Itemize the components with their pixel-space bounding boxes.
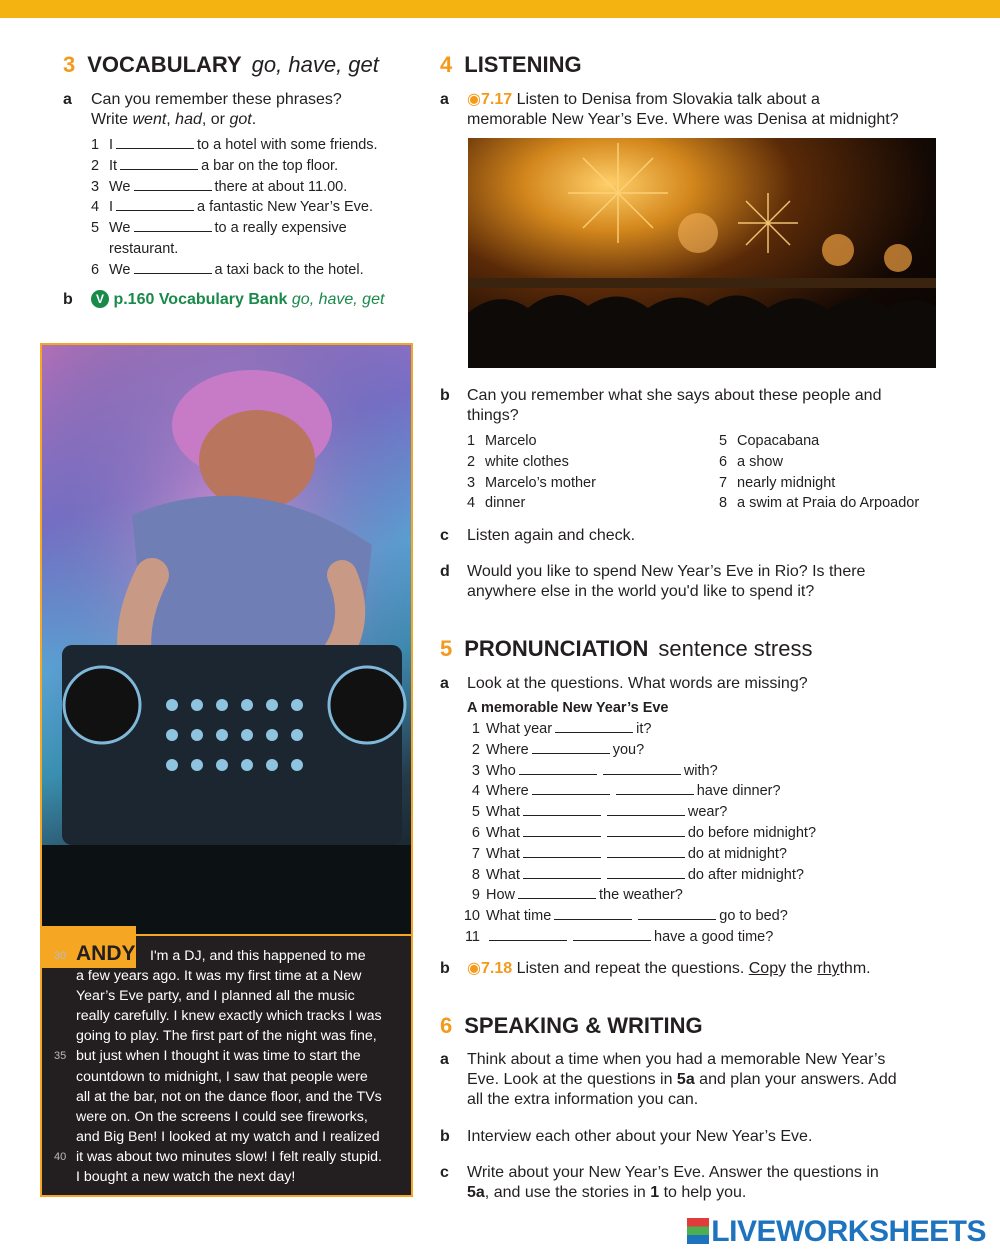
questions-title: A memorable New Year’s Eve — [467, 700, 669, 716]
audio-icon[interactable]: ◉ — [467, 91, 481, 108]
exercise-3a-instructions — [91, 90, 421, 130]
list-item: 3 Marcelo’s mother — [467, 474, 596, 491]
line-number: 40 — [54, 1151, 67, 1163]
section-5-heading: 5 PRONUNCIATION sentence stress — [440, 636, 813, 661]
answer-blank[interactable] — [523, 824, 601, 837]
question-item: 11 have a good time? — [464, 928, 774, 945]
list-item: 7 nearly midnight — [719, 474, 836, 491]
dj-photo — [40, 343, 413, 936]
exercise-letter: b — [63, 291, 73, 308]
answer-blank[interactable] — [532, 782, 610, 795]
answer-blank[interactable] — [573, 928, 651, 941]
section-4-heading: 4 LISTENING — [440, 52, 582, 77]
section-6-heading: 6 SPEAKING & WRITING — [440, 1013, 703, 1038]
audio-track[interactable]: 7.18 — [480, 960, 513, 977]
question-item: 10 What time go to bed? — [463, 908, 788, 925]
question-item: 3 Who with? — [471, 762, 718, 779]
question-item: 6 What do before midnight? — [471, 824, 817, 841]
answer-blank[interactable] — [116, 136, 194, 149]
question-item: 7 What do at midnight? — [471, 845, 787, 862]
question-item: 1 What year it? — [471, 721, 652, 737]
section-subtitle: go, have, get — [251, 52, 379, 77]
line-number: 35 — [54, 1050, 67, 1062]
instruction-line: Write went, had, or got. — [91, 111, 257, 128]
vocab-item: 5 We to a really expensive — [91, 220, 347, 237]
liveworksheets-icon — [687, 1218, 709, 1244]
exercise-letter: b — [440, 1128, 450, 1145]
answer-blank[interactable] — [554, 907, 632, 920]
vocab-item: 2 It a bar on the top floor. — [91, 157, 339, 174]
answer-blank[interactable] — [603, 762, 681, 775]
question-item: 2 Where you? — [471, 741, 645, 758]
fireworks-photo — [468, 138, 936, 368]
list-item: 4 dinner — [467, 495, 526, 512]
exercise-4b-instructions: Can you remember what she says about these people and things? — [467, 387, 882, 424]
vocab-item: 4 I a fantastic New Year’s Eve. — [91, 199, 374, 216]
answer-blank[interactable] — [120, 157, 198, 170]
people-things-list-1 — [467, 431, 596, 514]
exercise-6c-instructions: Write about your New Year’s Eve. Answer the questions in 5a, and use the stories in 1 to help you. — [467, 1164, 879, 1201]
section-number: 3 — [63, 52, 76, 77]
exercise-5a-instructions: Look at the questions. What words are missing? — [467, 675, 808, 692]
answer-blank[interactable] — [532, 741, 610, 754]
story-line: Year’s Eve party, and I planned all the music — [76, 988, 355, 1005]
vocab-item-continued: restaurant. — [109, 240, 179, 257]
answer-blank[interactable] — [134, 178, 212, 191]
exercise-letter: b — [440, 960, 450, 977]
audio-track[interactable]: 7.17 — [480, 91, 513, 108]
list-item: 1 Marcelo — [467, 433, 537, 449]
exercise-4d-instructions: Would you like to spend New Year’s Eve in Rio? Is there anywhere else in the world you'd like to spend it? — [467, 563, 866, 600]
answer-blank[interactable] — [607, 824, 685, 837]
vocabulary-bank-icon: V — [91, 290, 109, 308]
answer-blank[interactable] — [116, 198, 194, 211]
exercise-letter: a — [63, 91, 72, 108]
exercise-6a-instructions: Think about a time when you had a memorable New Year’s Eve. Look at the questions in 5a and plan your answers. Add all the extra information you can. — [467, 1051, 897, 1108]
vocabulary-gap-fill-list — [91, 135, 378, 281]
story-line: countdown to midnight, I saw that people were — [76, 1068, 368, 1085]
instruction-line: Can you remember these phrases? — [91, 91, 342, 108]
section-title: VOCABULARY — [87, 52, 242, 77]
story-line: it was about two minutes slow! I felt really stupid. — [76, 1148, 382, 1165]
liveworksheets-logo[interactable]: LIVEWORKSHEETS — [687, 1215, 986, 1249]
story-line: but just when I thought it was time to start the — [76, 1048, 361, 1065]
question-item: 9 How the weather? — [471, 887, 683, 904]
exercise-4a-instructions: ◉7.17 Listen to Denisa from Slovakia talk about a memorable New Year’s Eve. Where was Denisa at midnight? — [467, 91, 899, 128]
exercise-letter: d — [440, 563, 450, 580]
answer-blank[interactable] — [523, 803, 601, 816]
exercise-letter: c — [440, 1164, 449, 1181]
answer-blank[interactable] — [134, 261, 212, 274]
list-item: 8 a swim at Praia do Arpoador — [719, 495, 920, 512]
exercise-letter: a — [440, 91, 449, 108]
story-text: I'm a DJ, and this happened to me a few years ago. It was my first time at a New Year’s Eve party, and I planned all the music really carefully. I knew exactly which tracks I was going to play. The first part of the night was fine, but just when I thought it was time to start the countdown to midnight, I saw that people were all at the bar, not on the dance floor, and the TVs were on. On the screens I could see fireworks, and Big Ben! I looked at my watch and I realized it was about two minutes slow! I felt really stupid. I bought a new watch the next day! — [76, 946, 406, 1187]
vocab-item: 6 We a taxi back to the hotel. — [91, 261, 364, 278]
question-item: 4 Where have dinner? — [471, 783, 781, 800]
story-line: all at the bar, not on the dance floor, and the TVs — [76, 1088, 382, 1105]
exercise-4c-instructions: Listen again and check. — [467, 527, 636, 544]
answer-blank[interactable] — [638, 907, 716, 920]
story-line: a few years ago. It was my first time at a New — [76, 968, 362, 985]
answer-blank[interactable] — [518, 886, 596, 899]
story-line: and Big Ben! I looked at my watch and I realized — [76, 1128, 380, 1145]
vocabulary-bank-link[interactable]: V p.160 Vocabulary Bank go, have, get — [91, 290, 384, 310]
fireworks-illustration — [468, 138, 936, 368]
list-item: 6 a show — [719, 453, 783, 470]
story-line: really carefully. I knew exactly which tracks I was — [76, 1008, 382, 1025]
question-item: 8 What do after midnight? — [471, 866, 804, 883]
list-item: 5 Copacabana — [719, 433, 820, 449]
answer-blank[interactable] — [555, 720, 633, 733]
vocab-item: 3 We there at about 11.00. — [91, 178, 348, 195]
answer-blank[interactable] — [607, 803, 685, 816]
answer-blank[interactable] — [519, 762, 597, 775]
people-things-list-2 — [719, 431, 919, 514]
vocab-item: 1 I to a hotel with some friends. — [91, 137, 378, 153]
andy-story-box — [40, 936, 413, 1197]
answer-blank[interactable] — [489, 928, 567, 941]
line-number: 30 — [54, 950, 67, 962]
answer-blank[interactable] — [134, 219, 212, 232]
answer-blank[interactable] — [523, 845, 601, 858]
dj-illustration — [42, 345, 413, 936]
questions-gap-fill-list — [458, 719, 816, 948]
story-line: going to play. The first part of the night was fine, — [76, 1028, 377, 1045]
top-accent-bar — [0, 0, 1000, 18]
list-item: 2 white clothes — [467, 453, 569, 470]
exercise-letter: b — [440, 387, 450, 404]
exercise-letter: a — [440, 675, 449, 692]
section-3-heading — [63, 52, 379, 78]
answer-blank[interactable] — [523, 866, 601, 879]
exercise-6b-instructions: Interview each other about your New Year’s Eve. — [467, 1128, 813, 1145]
story-line: I bought a new watch the next day! — [76, 1169, 296, 1186]
story-author-name: ANDY — [76, 942, 136, 965]
answer-blank[interactable] — [616, 782, 694, 795]
story-line: were on. On the screens I could see fireworks, — [76, 1108, 368, 1125]
exercise-letter: a — [440, 1051, 449, 1068]
question-item: 5 What wear? — [471, 804, 728, 821]
answer-blank[interactable] — [607, 845, 685, 858]
answer-blank[interactable] — [607, 866, 685, 879]
exercise-5b-instructions: ◉7.18 Listen and repeat the questions. Copy the rhythm. — [467, 960, 871, 977]
exercise-letter: c — [440, 527, 449, 544]
audio-icon[interactable]: ◉ — [467, 960, 481, 977]
